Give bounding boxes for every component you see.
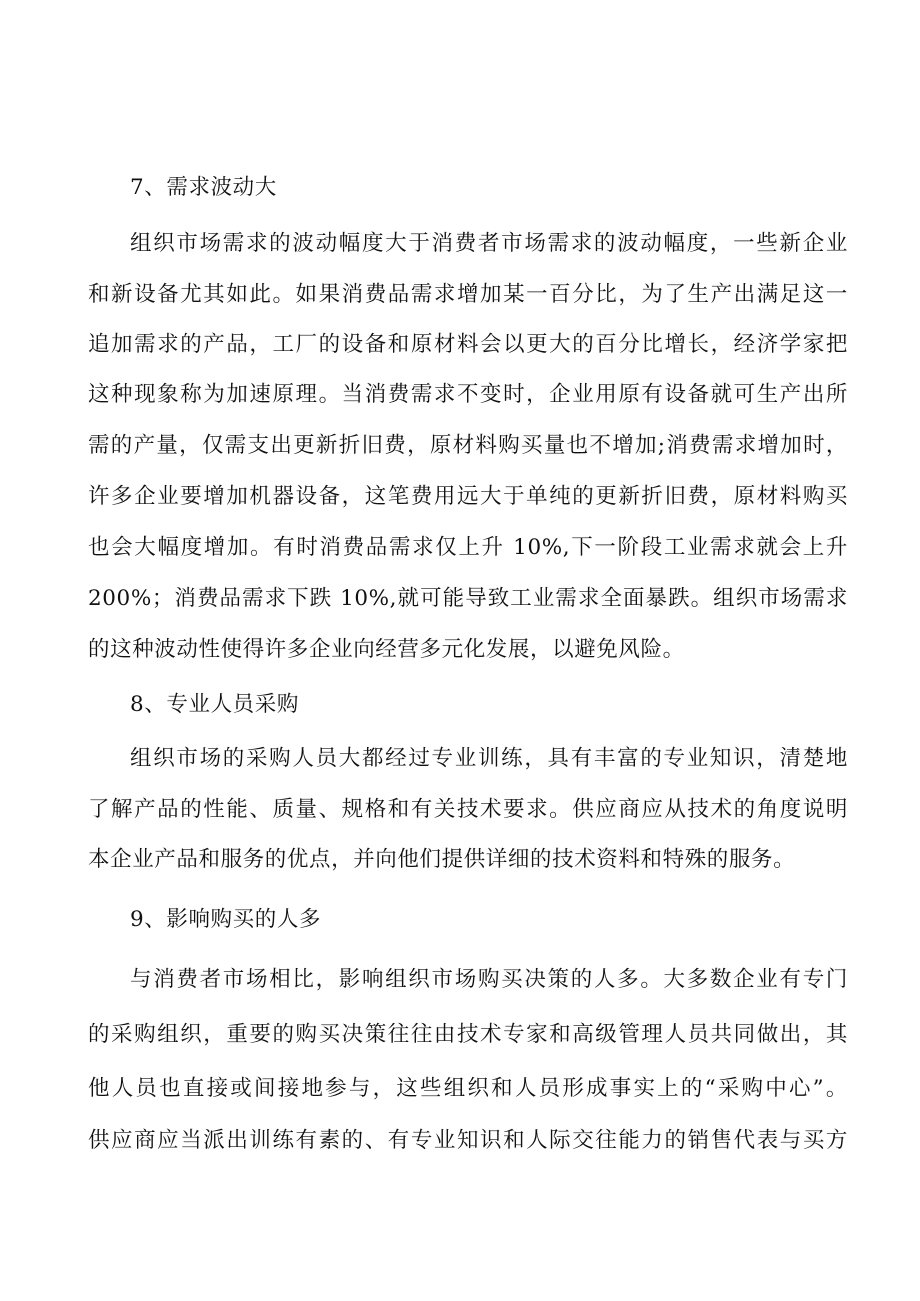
paragraph-line: 这种现象称为加速原理。当消费需求不变时，企业用原有设备就可生产出所 (88, 382, 848, 407)
paragraph-line: 追加需求的产品，工厂的设备和原材料会以更大的百分比增长，经济学家把 (88, 332, 848, 357)
paragraph-line: 供应商应当派出训练有素的、有专业知识和人际交往能力的销售代表与买方 (88, 1128, 848, 1153)
paragraph-line: 组织市场的采购人员大都经过专业训练，具有丰富的专业知识，清楚地 (130, 746, 848, 771)
paragraph-line: 的采购组织，重要的购买决策往往由技术专家和高级管理人员共同做出，其 (88, 1022, 848, 1047)
paragraph-line: 也会大幅度增加。有时消费品需求仅上升 10%,下一阶段工业需求就会上升 (88, 535, 848, 560)
paragraph-line: 需的产量，仅需支出更新折旧费，原材料购买量也不增加;消费需求增加时， (88, 433, 848, 458)
section-heading-8: 8、专业人员采购 (130, 692, 299, 717)
paragraph-line: 和新设备尤其如此。如果消费品需求增加某一百分比，为了生产出满足这一 (88, 282, 848, 307)
paragraph-line: 了解产品的性能、质量、规格和有关技术要求。供应商应从技术的角度说明 (88, 797, 848, 822)
section-heading-9: 9、影响购买的人多 (130, 907, 322, 932)
paragraph-line: 200%；消费品需求下跌 10%,就可能导致工业需求全面暴跌。组织市场需求 (88, 586, 848, 611)
paragraph-line: 许多企业要增加机器设备，这笔费用远大于单纯的更新折旧费，原材料购买 (88, 484, 848, 509)
paragraph-line: 与消费者市场相比，影响组织市场购买决策的人多。大多数企业有专门 (130, 967, 848, 992)
paragraph-line: 他人员也直接或间接地参与，这些组织和人员形成事实上的“采购中心”。 (88, 1076, 848, 1101)
paragraph-line: 组织市场需求的波动幅度大于消费者市场需求的波动幅度，一些新企业 (130, 231, 848, 256)
section-heading-7: 7、需求波动大 (130, 175, 277, 200)
paragraph-line: 本企业产品和服务的优点，并向他们提供详细的技术资料和特殊的服务。 (88, 847, 796, 872)
paragraph-line: 的这种波动性使得许多企业向经营多元化发展，以避免风险。 (88, 637, 685, 662)
